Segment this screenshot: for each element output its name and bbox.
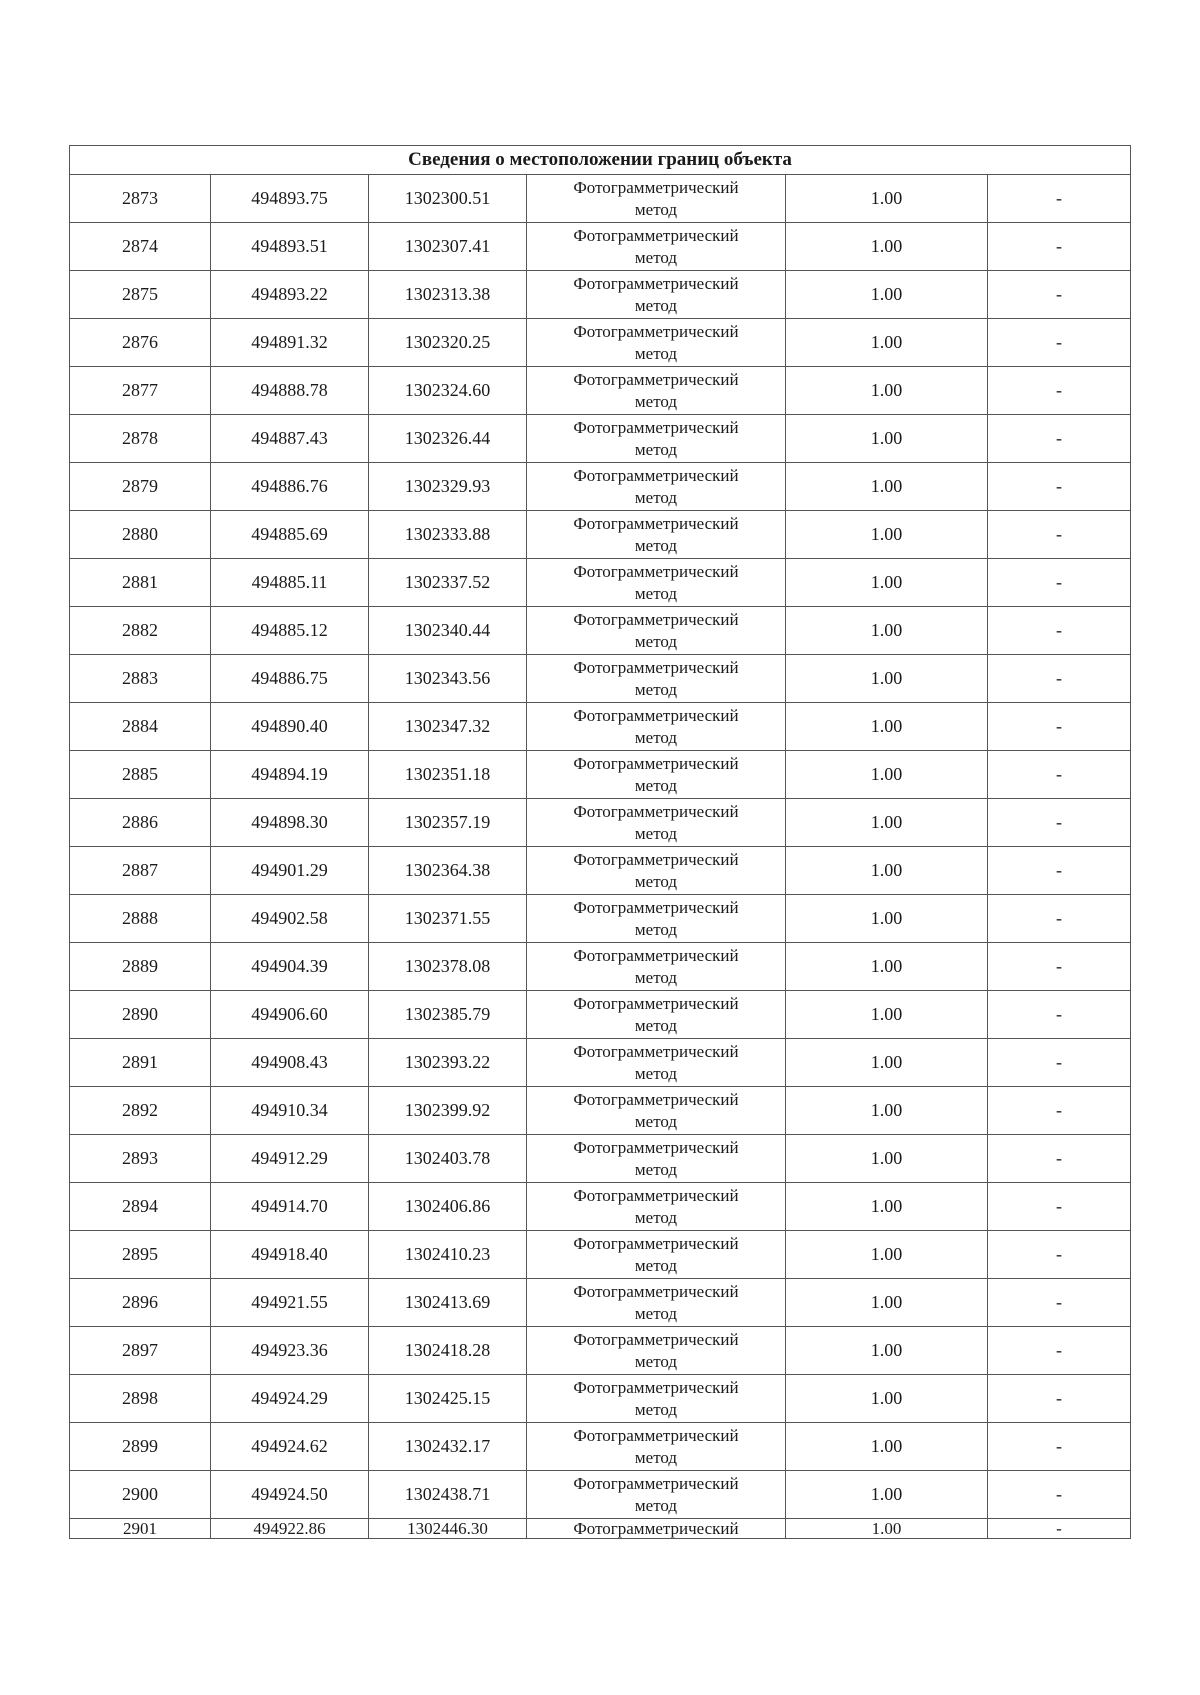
method-cell	[527, 991, 786, 1039]
method-line-2: метод	[634, 391, 678, 411]
y-coordinate-cell: 1302333.88	[369, 511, 527, 559]
method-line-2: метод	[634, 823, 678, 843]
point-number-cell: 2878	[70, 415, 211, 463]
point-number-cell: 2874	[70, 223, 211, 271]
point-number-cell: 2877	[70, 367, 211, 415]
boundary-coordinates-table	[69, 145, 1131, 1539]
description-cell: -	[988, 991, 1131, 1039]
y-coordinate-cell: 1302364.38	[369, 847, 527, 895]
point-number-cell: 2894	[70, 1183, 211, 1231]
x-coordinate-cell: 494912.29	[211, 1135, 369, 1183]
x-coordinate-cell: 494893.51	[211, 223, 369, 271]
table-row	[70, 895, 1131, 943]
accuracy-cell: 1.00	[786, 1231, 988, 1279]
method-line-2: метод	[634, 343, 678, 363]
method-cell	[527, 943, 786, 991]
point-number-cell: 2875	[70, 271, 211, 319]
method-line-1: Фотограмметрический	[573, 993, 739, 1013]
description-cell: -	[988, 943, 1131, 991]
table-row	[70, 1039, 1131, 1087]
accuracy-cell: 1.00	[786, 367, 988, 415]
table-row	[70, 511, 1131, 559]
point-number-cell: 2899	[70, 1423, 211, 1471]
method-line-2: метод	[634, 295, 678, 315]
accuracy-cell: 1.00	[786, 463, 988, 511]
method-line-1: Фотограмметрический	[573, 1473, 739, 1493]
method-line-2: метод	[634, 727, 678, 747]
method-cell	[527, 703, 786, 751]
description-cell: -	[988, 271, 1131, 319]
method-line-2: метод	[634, 679, 678, 699]
description-cell: -	[988, 319, 1131, 367]
method-cell	[527, 799, 786, 847]
description-cell: -	[988, 895, 1131, 943]
accuracy-cell: 1.00	[786, 1039, 988, 1087]
method-line-2: метод	[634, 487, 678, 507]
y-coordinate-cell: 1302343.56	[369, 655, 527, 703]
point-number-cell: 2887	[70, 847, 211, 895]
method-line-1: Фотограмметрический	[573, 1281, 739, 1301]
table-row	[70, 559, 1131, 607]
description-cell: -	[988, 559, 1131, 607]
table-row	[70, 463, 1131, 511]
table-row	[70, 943, 1131, 991]
table-title: Сведения о местоположении границ объекта	[70, 146, 1131, 175]
point-number-cell: 2890	[70, 991, 211, 1039]
point-number-cell: 2885	[70, 751, 211, 799]
method-cell	[527, 415, 786, 463]
y-coordinate-cell: 1302371.55	[369, 895, 527, 943]
method-line-2: метод	[634, 583, 678, 603]
accuracy-cell: 1.00	[786, 799, 988, 847]
table-row	[70, 799, 1131, 847]
y-coordinate-cell: 1302320.25	[369, 319, 527, 367]
description-cell: -	[988, 223, 1131, 271]
method-line-2: метод	[634, 919, 678, 939]
method-line-1: Фотограмметрический	[573, 273, 739, 293]
method-line-1: Фотограмметрический	[573, 1185, 739, 1205]
method-line-1: Фотограмметрический	[573, 369, 739, 389]
accuracy-cell: 1.00	[786, 271, 988, 319]
y-coordinate-cell: 1302446.30	[369, 1519, 527, 1539]
x-coordinate-cell: 494924.29	[211, 1375, 369, 1423]
method-cell	[527, 751, 786, 799]
y-coordinate-cell: 1302378.08	[369, 943, 527, 991]
y-coordinate-cell: 1302425.15	[369, 1375, 527, 1423]
y-coordinate-cell: 1302438.71	[369, 1471, 527, 1519]
method-line-1: Фотограмметрический	[573, 1137, 739, 1157]
table-row	[70, 1423, 1131, 1471]
x-coordinate-cell: 494910.34	[211, 1087, 369, 1135]
table-row	[70, 847, 1131, 895]
method-cell	[527, 607, 786, 655]
accuracy-cell: 1.00	[786, 559, 988, 607]
x-coordinate-cell: 494918.40	[211, 1231, 369, 1279]
method-cell	[527, 1135, 786, 1183]
x-coordinate-cell: 494908.43	[211, 1039, 369, 1087]
description-cell: -	[988, 799, 1131, 847]
point-number-cell: 2883	[70, 655, 211, 703]
method-line-1: Фотограмметрический	[573, 801, 739, 821]
table-row	[70, 1231, 1131, 1279]
accuracy-cell: 1.00	[786, 1375, 988, 1423]
accuracy-cell: 1.00	[786, 223, 988, 271]
table-row	[70, 703, 1131, 751]
point-number-cell: 2892	[70, 1087, 211, 1135]
method-line-2: метод	[634, 1495, 678, 1515]
method-cell	[527, 1087, 786, 1135]
x-coordinate-cell: 494914.70	[211, 1183, 369, 1231]
table-row	[70, 271, 1131, 319]
method-cell	[527, 847, 786, 895]
y-coordinate-cell: 1302337.52	[369, 559, 527, 607]
description-cell: -	[988, 703, 1131, 751]
table-row	[70, 1327, 1131, 1375]
y-coordinate-cell: 1302410.23	[369, 1231, 527, 1279]
y-coordinate-cell: 1302340.44	[369, 607, 527, 655]
accuracy-cell: 1.00	[786, 847, 988, 895]
y-coordinate-cell: 1302300.51	[369, 175, 527, 223]
x-coordinate-cell: 494902.58	[211, 895, 369, 943]
description-cell: -	[988, 1231, 1131, 1279]
description-cell: -	[988, 1519, 1131, 1539]
accuracy-cell: 1.00	[786, 943, 988, 991]
point-number-cell: 2882	[70, 607, 211, 655]
accuracy-cell: 1.00	[786, 175, 988, 223]
y-coordinate-cell: 1302357.19	[369, 799, 527, 847]
x-coordinate-cell: 494885.12	[211, 607, 369, 655]
method-line-2: метод	[634, 1255, 678, 1275]
method-line-1: Фотограмметрический	[573, 1089, 739, 1109]
method-line-1: Фотограмметрический	[573, 1233, 739, 1253]
description-cell: -	[988, 1423, 1131, 1471]
method-cell	[527, 271, 786, 319]
table-row	[70, 319, 1131, 367]
x-coordinate-cell: 494904.39	[211, 943, 369, 991]
method-line-1: Фотограмметрический	[573, 657, 739, 677]
description-cell: -	[988, 1183, 1131, 1231]
table-row	[70, 175, 1131, 223]
y-coordinate-cell: 1302432.17	[369, 1423, 527, 1471]
method-line-1: Фотограмметрический	[573, 177, 739, 197]
point-number-cell: 2889	[70, 943, 211, 991]
table-row	[70, 1279, 1131, 1327]
method-cell	[527, 1183, 786, 1231]
accuracy-cell: 1.00	[786, 751, 988, 799]
accuracy-cell: 1.00	[786, 1135, 988, 1183]
method-line-2: метод	[634, 247, 678, 267]
method-cell	[527, 175, 786, 223]
table-row	[70, 1087, 1131, 1135]
method-line-1: Фотограмметрический	[573, 897, 739, 917]
point-number-cell: 2879	[70, 463, 211, 511]
method-cell	[527, 655, 786, 703]
method-cell	[527, 1231, 786, 1279]
description-cell: -	[988, 1135, 1131, 1183]
description-cell: -	[988, 175, 1131, 223]
y-coordinate-cell: 1302406.86	[369, 1183, 527, 1231]
y-coordinate-cell: 1302351.18	[369, 751, 527, 799]
point-number-cell: 2893	[70, 1135, 211, 1183]
method-cell	[527, 367, 786, 415]
x-coordinate-cell: 494886.76	[211, 463, 369, 511]
accuracy-cell: 1.00	[786, 415, 988, 463]
method-cell	[527, 223, 786, 271]
accuracy-cell: 1.00	[786, 703, 988, 751]
table-row	[70, 223, 1131, 271]
method-line-1: Фотограмметрический	[573, 945, 739, 965]
method-line-1: Фотограмметрический	[573, 849, 739, 869]
x-coordinate-cell: 494885.69	[211, 511, 369, 559]
table-row	[70, 1375, 1131, 1423]
table-row	[70, 751, 1131, 799]
method-cell	[527, 1327, 786, 1375]
x-coordinate-cell: 494924.50	[211, 1471, 369, 1519]
method-line-2: метод	[634, 439, 678, 459]
point-number-cell: 2888	[70, 895, 211, 943]
accuracy-cell: 1.00	[786, 319, 988, 367]
point-number-cell: 2876	[70, 319, 211, 367]
x-coordinate-cell: 494893.22	[211, 271, 369, 319]
y-coordinate-cell: 1302326.44	[369, 415, 527, 463]
point-number-cell: 2886	[70, 799, 211, 847]
method-line-2: метод	[634, 775, 678, 795]
method-line-2: метод	[634, 1447, 678, 1467]
x-coordinate-cell: 494901.29	[211, 847, 369, 895]
method-line-2: метод	[634, 967, 678, 987]
description-cell: -	[988, 1279, 1131, 1327]
method-cell	[527, 463, 786, 511]
y-coordinate-cell: 1302393.22	[369, 1039, 527, 1087]
x-coordinate-cell: 494923.36	[211, 1327, 369, 1375]
method-cell	[527, 1039, 786, 1087]
method-line-1: Фотограмметрический	[573, 753, 739, 773]
method-line-1: Фотограмметрический	[573, 321, 739, 341]
x-coordinate-cell: 494886.75	[211, 655, 369, 703]
method-line-1: Фотограмметрический	[573, 417, 739, 437]
x-coordinate-cell: 494922.86	[211, 1519, 369, 1539]
method-line-2: метод	[634, 1399, 678, 1419]
table-row	[70, 415, 1131, 463]
y-coordinate-cell: 1302418.28	[369, 1327, 527, 1375]
y-coordinate-cell: 1302413.69	[369, 1279, 527, 1327]
method-line-1: Фотограмметрический	[573, 1425, 739, 1445]
method-cell	[527, 1423, 786, 1471]
x-coordinate-cell: 494888.78	[211, 367, 369, 415]
table-row	[70, 367, 1131, 415]
method-line-2: метод	[634, 1351, 678, 1371]
accuracy-cell: 1.00	[786, 991, 988, 1039]
point-number-cell: 2880	[70, 511, 211, 559]
y-coordinate-cell: 1302313.38	[369, 271, 527, 319]
x-coordinate-cell: 494921.55	[211, 1279, 369, 1327]
method-line-1: Фотограмметрический	[573, 1377, 739, 1397]
description-cell: -	[988, 415, 1131, 463]
method-line-2: метод	[634, 199, 678, 219]
method-line-1: Фотограмметрический	[573, 1041, 739, 1061]
method-line-1: Фотограмметрический	[573, 513, 739, 533]
x-coordinate-cell: 494891.32	[211, 319, 369, 367]
accuracy-cell: 1.00	[786, 1471, 988, 1519]
y-coordinate-cell: 1302324.60	[369, 367, 527, 415]
description-cell: -	[988, 1471, 1131, 1519]
method-line-1: Фотограмметрический	[573, 561, 739, 581]
method-line-1: Фотограмметрический	[573, 1329, 739, 1349]
description-cell: -	[988, 847, 1131, 895]
description-cell: -	[988, 1375, 1131, 1423]
point-number-cell: 2895	[70, 1231, 211, 1279]
x-coordinate-cell: 494924.62	[211, 1423, 369, 1471]
accuracy-cell: 1.00	[786, 1279, 988, 1327]
method-cell: Фотограмметрический	[527, 1519, 786, 1539]
point-number-cell: 2900	[70, 1471, 211, 1519]
y-coordinate-cell: 1302403.78	[369, 1135, 527, 1183]
accuracy-cell: 1.00	[786, 1519, 988, 1539]
point-number-cell: 2898	[70, 1375, 211, 1423]
method-line-2: метод	[634, 1063, 678, 1083]
method-line-2: метод	[634, 1303, 678, 1323]
description-cell: -	[988, 1327, 1131, 1375]
table-row	[70, 1135, 1131, 1183]
point-number-cell: 2881	[70, 559, 211, 607]
method-line-1: Фотограмметрический	[573, 705, 739, 725]
x-coordinate-cell: 494885.11	[211, 559, 369, 607]
accuracy-cell: 1.00	[786, 895, 988, 943]
method-cell	[527, 895, 786, 943]
table-row	[70, 1471, 1131, 1519]
method-cell	[527, 511, 786, 559]
point-number-cell: 2891	[70, 1039, 211, 1087]
table-row	[70, 607, 1131, 655]
table-row	[70, 991, 1131, 1039]
method-cell	[527, 1471, 786, 1519]
description-cell: -	[988, 751, 1131, 799]
x-coordinate-cell: 494894.19	[211, 751, 369, 799]
x-coordinate-cell: 494887.43	[211, 415, 369, 463]
y-coordinate-cell: 1302307.41	[369, 223, 527, 271]
table-row	[70, 655, 1131, 703]
description-cell: -	[988, 1087, 1131, 1135]
method-line-2: метод	[634, 1207, 678, 1227]
y-coordinate-cell: 1302347.32	[369, 703, 527, 751]
x-coordinate-cell: 494906.60	[211, 991, 369, 1039]
x-coordinate-cell: 494898.30	[211, 799, 369, 847]
method-line-2: метод	[634, 1015, 678, 1035]
method-cell	[527, 559, 786, 607]
method-cell	[527, 319, 786, 367]
accuracy-cell: 1.00	[786, 1423, 988, 1471]
description-cell: -	[988, 367, 1131, 415]
method-line-1: Фотограмметрический	[573, 225, 739, 245]
method-cell	[527, 1279, 786, 1327]
method-line-2: метод	[634, 1111, 678, 1131]
method-line-2: метод	[634, 1159, 678, 1179]
point-number-cell: 2884	[70, 703, 211, 751]
y-coordinate-cell: 1302329.93	[369, 463, 527, 511]
accuracy-cell: 1.00	[786, 655, 988, 703]
description-cell: -	[988, 463, 1131, 511]
description-cell: -	[988, 511, 1131, 559]
accuracy-cell: 1.00	[786, 1327, 988, 1375]
y-coordinate-cell: 1302399.92	[369, 1087, 527, 1135]
method-line-2: метод	[634, 535, 678, 555]
method-line-2: метод	[634, 631, 678, 651]
point-number-cell: 2897	[70, 1327, 211, 1375]
method-line-1: Фотограмметрический	[573, 609, 739, 629]
accuracy-cell: 1.00	[786, 511, 988, 559]
accuracy-cell: 1.00	[786, 1087, 988, 1135]
y-coordinate-cell: 1302385.79	[369, 991, 527, 1039]
table-row	[70, 1519, 1131, 1539]
accuracy-cell: 1.00	[786, 607, 988, 655]
table-row	[70, 1183, 1131, 1231]
point-number-cell: 2901	[70, 1519, 211, 1539]
x-coordinate-cell: 494890.40	[211, 703, 369, 751]
description-cell: -	[988, 655, 1131, 703]
x-coordinate-cell: 494893.75	[211, 175, 369, 223]
description-cell: -	[988, 1039, 1131, 1087]
description-cell: -	[988, 607, 1131, 655]
accuracy-cell: 1.00	[786, 1183, 988, 1231]
point-number-cell: 2896	[70, 1279, 211, 1327]
method-line-2: метод	[634, 871, 678, 891]
method-cell	[527, 1375, 786, 1423]
point-number-cell: 2873	[70, 175, 211, 223]
method-line-1: Фотограмметрический	[573, 465, 739, 485]
